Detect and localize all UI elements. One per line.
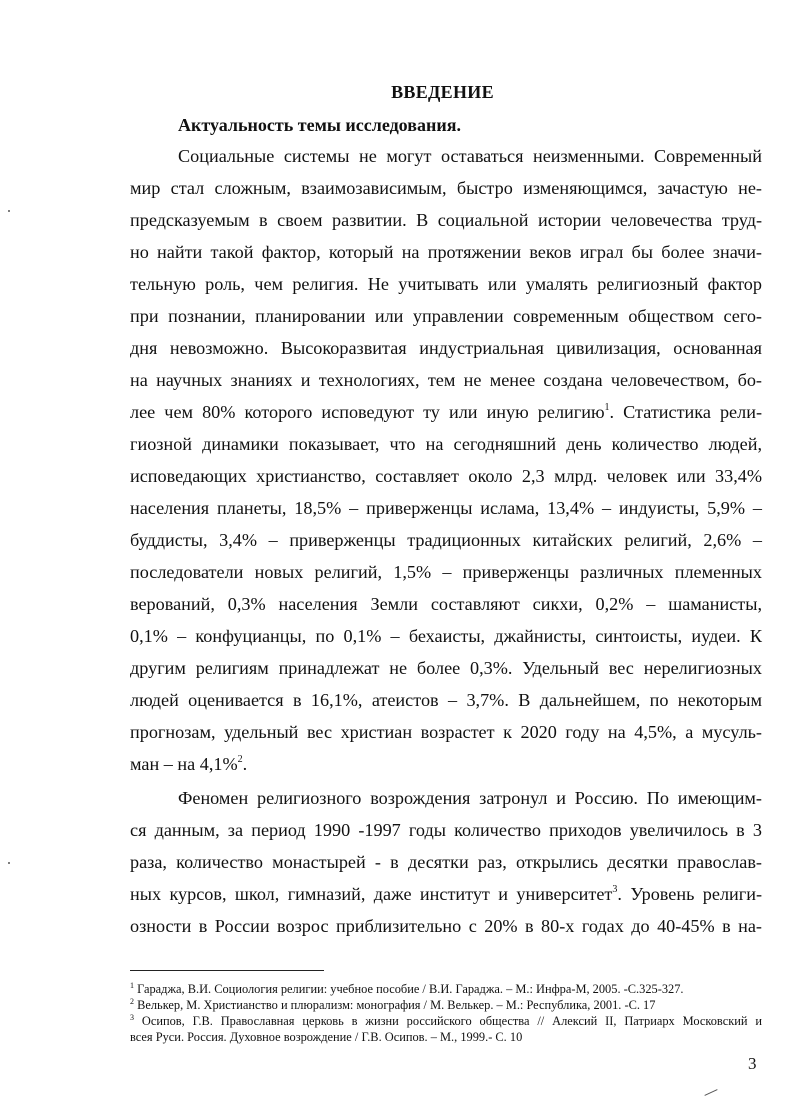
footnote xyxy=(130,982,762,997)
footnote-divider xyxy=(130,970,324,971)
text-segment: ман – на 4,1% xyxy=(130,754,238,774)
text-segment: . Статистика рели- xyxy=(609,402,762,422)
text-line: дня невозможно. Высокоразвитая индустриальная цивилизация, основанная xyxy=(130,338,762,358)
footnote xyxy=(130,998,762,1013)
text-line: на научных знаниях и технологиях, тем не менее создана человечеством, бо- xyxy=(130,370,762,390)
text-line: гиозной динамики показывает, что на сегодняшний день количество людей, xyxy=(130,434,762,454)
text-line: тельную роль, чем религия. Не учитывать или умалять религиозный фактор xyxy=(130,274,762,294)
scan-speck xyxy=(8,210,10,212)
footnote-number: 3 xyxy=(130,1013,134,1022)
text-line: мир стал сложным, взаимозависимым, быстро изменяющимся, зачастую не- xyxy=(130,178,762,198)
text-line: людей оценивается в 16,1%, атеистов – 3,7%. В дальнейшем, по некоторым xyxy=(130,690,762,710)
footnote-number: 2 xyxy=(130,997,134,1006)
footnote-text: Осипов, Г.В. Православная церковь в жизни российского общества // Алексий II, Патриарх Московский и xyxy=(141,1014,762,1028)
text-line: прогнозам, удельный вес христиан возрастет к 2020 году на 4,5%, а мусуль- xyxy=(130,722,762,742)
text-line: предсказуемым в своем развитии. В социальной истории человечества труд- xyxy=(130,210,762,230)
page-heading: ВВЕДЕНИЕ xyxy=(391,82,494,102)
text-line-with-ref xyxy=(130,754,762,775)
text-line: другим религиям принадлежат не более 0,3%. Удельный вес нерелигиозных xyxy=(130,658,762,678)
page-number: 3 xyxy=(748,1054,757,1073)
section-title: Актуальность темы исследования. xyxy=(178,115,461,135)
footnote-continuation: всея Руси. Россия. Духовное возрождение / Г.В. Осипов. – М., 1999.- С. 10 xyxy=(130,1030,523,1044)
text-line: Феномен религиозного возрождения затронул и Россию. По имеющим- xyxy=(178,788,762,808)
text-line: верований, 0,3% населения Земли составляют сикхи, 0,2% – шаманисты, xyxy=(130,594,762,614)
text-segment: лее чем 80% которого исповедуют ту или иную религию xyxy=(130,402,605,422)
text-line: населения планеты, 18,5% – приверженцы ислама, 13,4% – индуисты, 5,9% – xyxy=(130,498,762,518)
text-line: раза, количество монастырей - в десятки раз, открылись десятки православ- xyxy=(130,852,762,872)
text-segment: ных курсов, школ, гимназий, даже институт и университет xyxy=(130,884,613,904)
text-line: при познании, планировании или управлении современным обществом сего- xyxy=(130,306,762,326)
footnote xyxy=(130,1014,762,1029)
text-line-with-ref xyxy=(130,402,762,423)
text-line: Социальные системы не могут оставаться неизменными. Современный xyxy=(178,146,762,166)
text-segment: . Уровень религи- xyxy=(617,884,762,904)
scan-speck xyxy=(8,862,10,864)
footnote-ref: 1 xyxy=(604,402,610,413)
footnote-ref: 3 xyxy=(612,884,618,895)
scan-mark xyxy=(704,1089,717,1096)
text-line: озности в России возрос приблизительно с 20% в 80-х годах до 40-45% в на- xyxy=(130,916,762,936)
text-line: 0,1% – конфуцианцы, по 0,1% – бехаисты, джайнисты, синтоисты, иудеи. К xyxy=(130,626,762,646)
text-line: но найти такой фактор, который на протяжении веков играл бы более значи- xyxy=(130,242,762,262)
footnote-text: Велькер, М. Христианство и плюрализм: монография / М. Велькер. – М.: Республика, 2001. -С. 17 xyxy=(137,998,656,1012)
footnote-number: 1 xyxy=(130,981,134,990)
text-line-with-ref xyxy=(130,884,762,905)
footnote-text: Гараджа, В.И. Социология религии: учебное пособие / В.И. Гараджа. – М.: Инфра-М, 2005. -С.325-327. xyxy=(137,982,684,996)
text-line: исповедающих христианство, составляет около 2,3 млрд. человек или 33,4% xyxy=(130,466,762,486)
text-line: последователи новых религий, 1,5% – приверженцы различных племенных xyxy=(130,562,762,582)
text-line: ся данным, за период 1990 -1997 годы количество приходов увеличилось в 3 xyxy=(130,820,762,840)
text-segment: . xyxy=(242,754,248,774)
footnote-ref: 2 xyxy=(237,754,243,765)
text-line: буддисты, 3,4% – приверженцы традиционных китайских религий, 2,6% – xyxy=(130,530,762,550)
